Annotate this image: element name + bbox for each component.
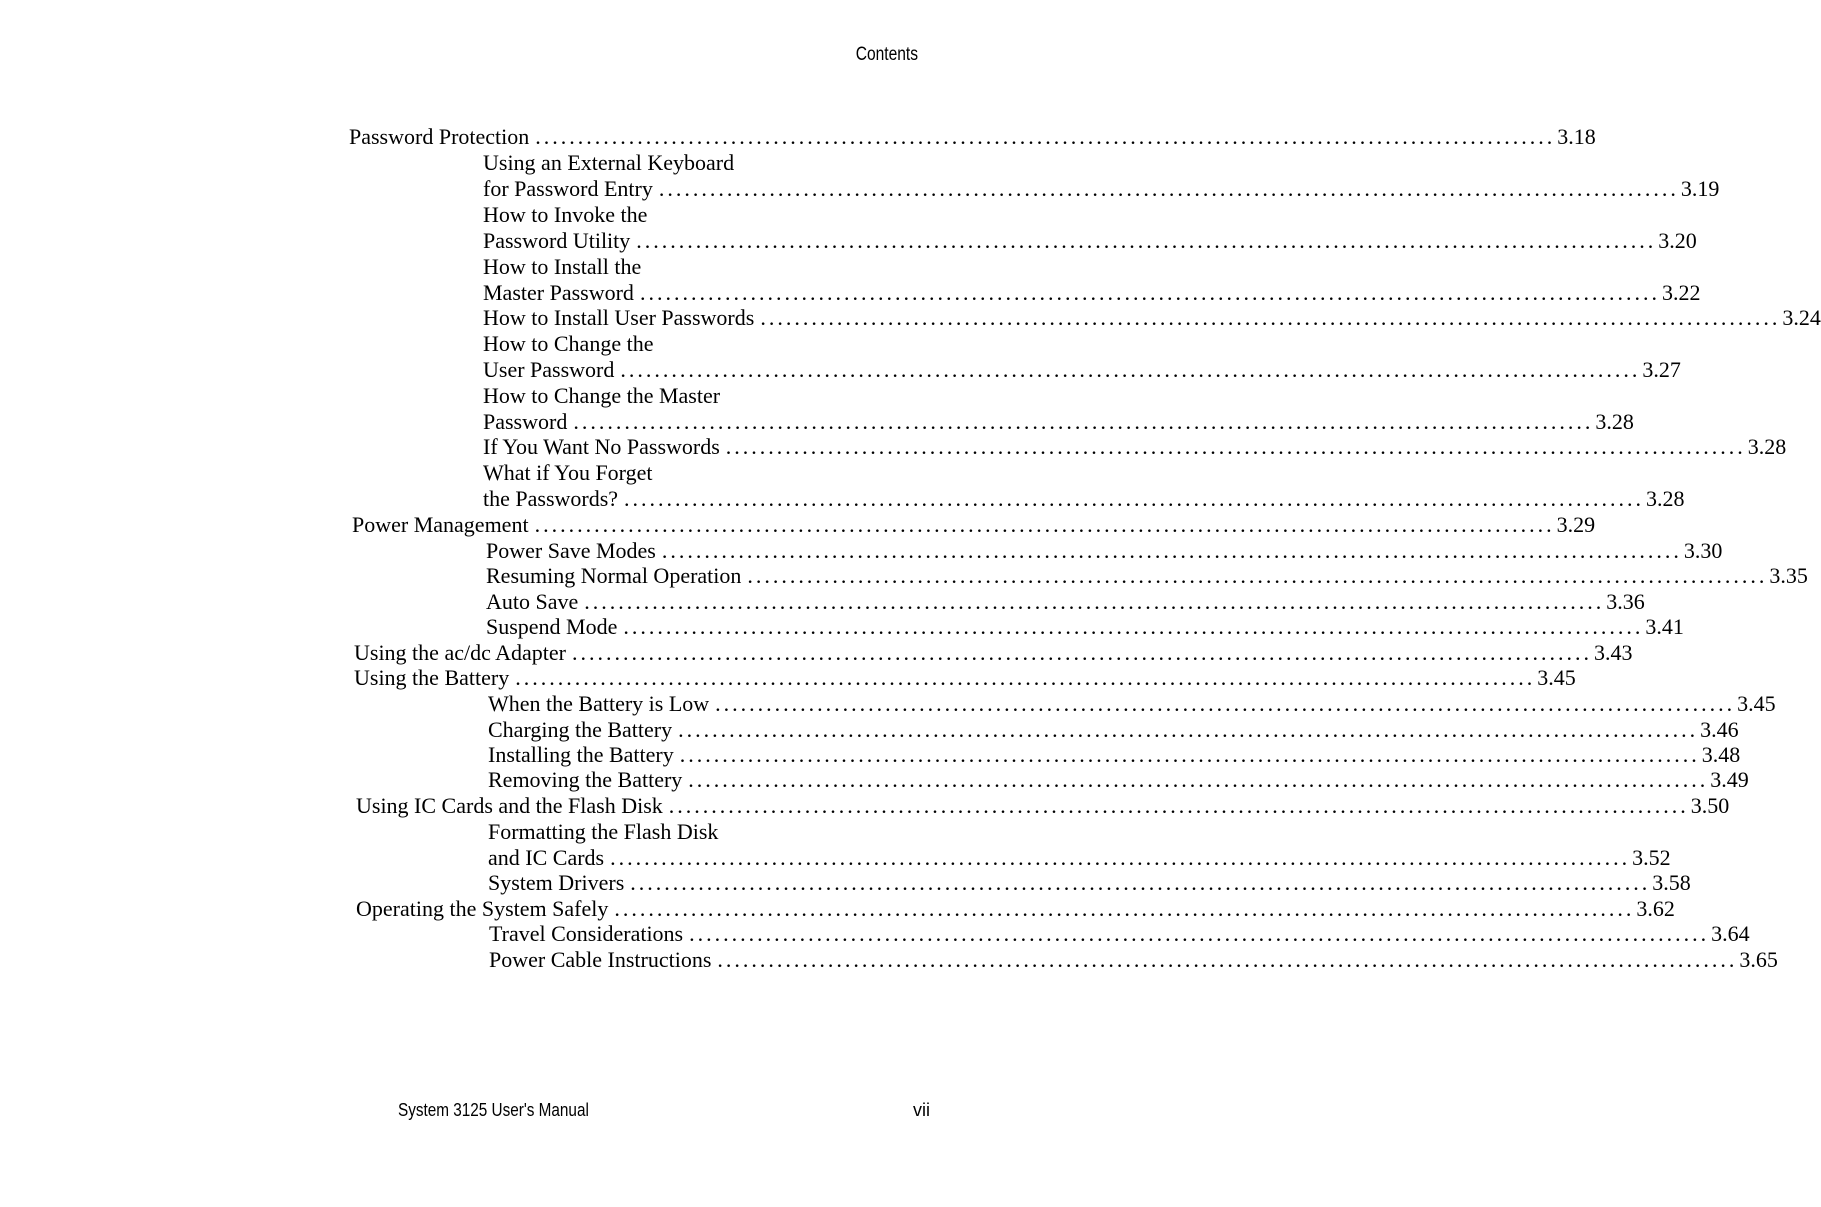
toc-entry-page: 3.52 <box>1632 845 1671 870</box>
toc-entry-label: What if You Forget <box>483 460 653 485</box>
running-header: Contents <box>855 44 918 65</box>
dot-leader: ........................................................................................................................ <box>515 665 1536 690</box>
toc-entry <box>488 870 1691 896</box>
toc-entry-label: How to Invoke the <box>483 202 648 227</box>
toc-entry-label: Password Utility <box>483 228 631 253</box>
toc-entry-page: 3.24 <box>1782 305 1821 330</box>
toc-entry-page: 3.64 <box>1711 921 1750 946</box>
dot-leader: ........................................................................................................................ <box>747 563 1768 588</box>
toc-entry-page: 3.43 <box>1594 640 1633 665</box>
toc-entry <box>483 280 1701 306</box>
toc-entry-label: Master Password <box>483 280 634 305</box>
toc-entry <box>486 538 1723 564</box>
dot-leader: ........................................................................................................................ <box>715 691 1736 716</box>
dot-leader: ........................................................................................................................ <box>573 409 1594 434</box>
dot-leader: ........................................................................................................................ <box>717 947 1738 972</box>
dot-leader: ........................................................................................................................ <box>623 614 1644 639</box>
toc-entry <box>488 691 1776 717</box>
dot-leader: ........................................................................................................................ <box>689 921 1710 946</box>
toc-entry-page: 3.30 <box>1683 538 1723 563</box>
toc-entry-label: Auto Save <box>486 589 579 614</box>
toc-entry-page: 3.50 <box>1690 793 1730 818</box>
toc-entry-label: Installing the Battery <box>488 742 674 767</box>
footer-title: System 3125 User's Manual <box>398 1100 589 1120</box>
toc-entry-label: System Drivers <box>488 870 625 895</box>
dot-leader: ........................................................................................................................ <box>679 742 1700 767</box>
dot-leader: ........................................................................................................................ <box>688 767 1709 792</box>
toc-entry-page: 3.48 <box>1701 742 1741 767</box>
dot-leader: ........................................................................................................................ <box>535 124 1556 149</box>
toc-entry <box>354 665 1576 691</box>
toc-entry-label: User Password <box>483 357 615 382</box>
toc-entry <box>488 819 718 845</box>
toc-entry-page: 3.65 <box>1739 947 1778 972</box>
toc-entry <box>483 357 1681 383</box>
toc-entry-label: How to Change the Master <box>483 383 721 408</box>
toc-entry <box>483 383 720 409</box>
toc-entry-label: Charging the Battery <box>488 717 673 742</box>
toc-entry <box>486 589 1645 615</box>
toc-entry <box>488 742 1741 768</box>
toc-entry <box>489 921 1750 947</box>
toc-entry-page: 3.45 <box>1537 665 1576 690</box>
toc-entry-label: Travel Considerations <box>489 921 684 946</box>
toc-entry-label: Operating the System Safely <box>356 896 609 921</box>
toc-entry-page: 3.46 <box>1700 717 1739 742</box>
toc-entry-label: If You Want No Passwords <box>483 434 720 459</box>
toc-entry-page: 3.29 <box>1556 512 1596 537</box>
dot-leader: ........................................................................................................................ <box>636 228 1657 253</box>
dot-leader: ........................................................................................................................ <box>658 176 1679 201</box>
toc-entry <box>483 254 641 280</box>
dot-leader: ........................................................................................................................ <box>614 896 1635 921</box>
toc-entry-page: 3.28 <box>1646 486 1685 511</box>
toc-entry <box>356 793 1730 819</box>
toc-entry-page: 3.49 <box>1710 767 1749 792</box>
toc-entry-page: 3.18 <box>1557 124 1596 149</box>
dot-leader: ........................................................................................................................ <box>725 434 1746 459</box>
toc-entry <box>349 124 1596 150</box>
toc-entry <box>483 202 647 228</box>
dot-leader: ........................................................................................................................ <box>760 305 1781 330</box>
toc-entry <box>489 947 1778 973</box>
dot-leader: ........................................................................................................................ <box>534 512 1555 537</box>
toc-entry <box>352 512 1596 538</box>
toc-entry <box>483 305 1821 331</box>
toc-entry <box>483 460 653 486</box>
toc-entry-label: Password Protection <box>349 124 530 149</box>
toc-entry-page: 3.20 <box>1658 228 1697 253</box>
toc-entry-label: Formatting the Flash Disk <box>488 819 719 844</box>
toc-entry-page: 3.28 <box>1747 434 1787 459</box>
toc-entry <box>483 150 734 176</box>
dot-leader: ........................................................................................................................ <box>620 357 1641 382</box>
toc-entry-label: How to Change the <box>483 331 654 356</box>
toc-entry-label: Password <box>483 409 568 434</box>
toc-entry-page: 3.22 <box>1661 280 1701 305</box>
toc-entry <box>354 640 1633 666</box>
dot-leader: ........................................................................................................................ <box>639 280 1660 305</box>
toc-entry-label: for Password Entry <box>483 176 653 201</box>
toc-entry-label: Resuming Normal Operation <box>486 563 742 588</box>
dot-leader: ........................................................................................................................ <box>668 793 1689 818</box>
toc-entry-label: Removing the Battery <box>488 767 683 792</box>
toc-entry <box>483 228 1697 254</box>
toc-entry-label: How to Install User Passwords <box>483 305 755 330</box>
toc-entry-page: 3.28 <box>1595 409 1634 434</box>
toc-entry-label: Using an External Keyboard <box>483 150 735 175</box>
toc-entry-page: 3.27 <box>1642 357 1681 382</box>
toc-entry-label: Using IC Cards and the Flash Disk <box>356 793 663 818</box>
toc-entry-page: 3.58 <box>1652 870 1691 895</box>
toc-entry-page: 3.36 <box>1606 589 1645 614</box>
toc-entry <box>483 176 1720 202</box>
toc-entry-page: 3.35 <box>1769 563 1808 588</box>
toc-entry-label: Power Save Modes <box>486 538 656 563</box>
toc-entry-label: When the Battery is Low <box>488 691 710 716</box>
toc-entry-label: Using the ac/dc Adapter <box>354 640 566 665</box>
toc-entry-label: the Passwords? <box>483 486 619 511</box>
dot-leader: ........................................................................................................................ <box>584 589 1605 614</box>
toc-entry-label: How to Install the <box>483 254 642 279</box>
toc-entry <box>486 563 1808 589</box>
toc-entry <box>483 434 1787 460</box>
dot-leader: ........................................................................................................................ <box>630 870 1651 895</box>
toc-entry-label: and IC Cards <box>488 845 605 870</box>
dot-leader: ........................................................................................................................ <box>572 640 1592 665</box>
dot-leader: ........................................................................................................................ <box>624 486 1645 511</box>
dot-leader: ........................................................................................................................ <box>678 717 1699 742</box>
toc-entry-page: 3.19 <box>1680 176 1720 201</box>
toc-entry-page: 3.45 <box>1737 691 1776 716</box>
dot-leader: ........................................................................................................................ <box>610 845 1631 870</box>
toc-entry <box>483 486 1685 512</box>
toc-entry <box>483 331 653 357</box>
toc-entry <box>488 717 1739 743</box>
toc-entry <box>483 409 1634 435</box>
toc-entry-label: Using the Battery <box>354 665 510 690</box>
footer-page-number: vii <box>913 1100 930 1120</box>
toc-entry-page: 3.41 <box>1645 614 1684 639</box>
toc-entry <box>488 845 1671 871</box>
toc-entry-page: 3.62 <box>1636 896 1675 921</box>
toc-entry-label: Power Management <box>352 512 529 537</box>
toc-entry-label: Suspend Mode <box>486 614 618 639</box>
toc-entry <box>356 896 1675 922</box>
dot-leader: ........................................................................................................................ <box>661 538 1682 563</box>
toc-entry-label: Power Cable Instructions <box>489 947 712 972</box>
toc-entry <box>486 614 1684 640</box>
toc-entry <box>488 767 1749 793</box>
